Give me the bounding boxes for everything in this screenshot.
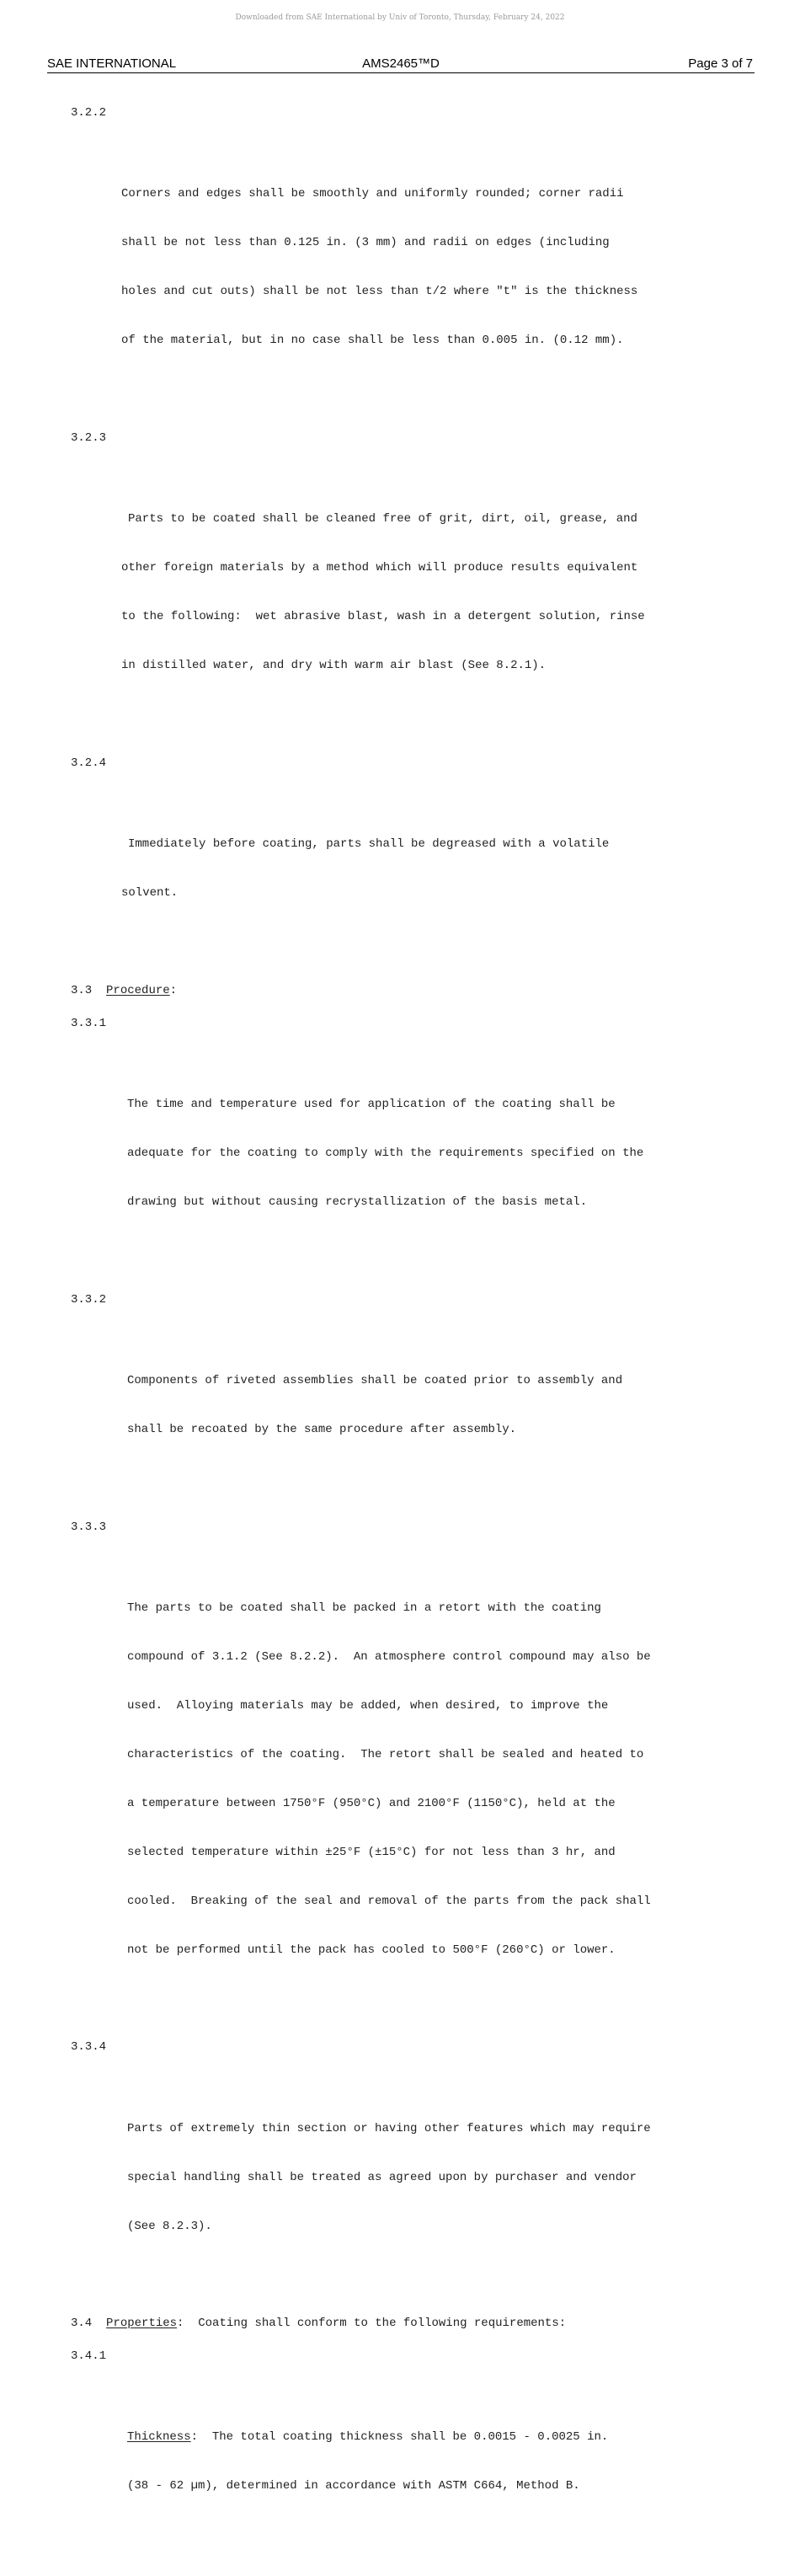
header-document-id: AMS2465™D xyxy=(362,56,440,71)
text-line: in distilled water, and dry with warm air blast (See 8.2.1). xyxy=(121,659,547,673)
text-line: Corners and edges shall be smoothly and uniformly rounded; corner radii xyxy=(121,187,624,201)
text-line: other foreign materials by a method which will produce results equivalent xyxy=(121,561,638,575)
text-line: holes and cut outs) shall be not less than t/2 where "t" is the thickness xyxy=(121,285,638,299)
section-3-2-3 xyxy=(71,430,744,740)
text-line: characteristics of the coating. The retort shall be sealed and heated to xyxy=(127,1747,644,1761)
text-line: solvent. xyxy=(121,886,179,901)
section-number: 3.3.3 xyxy=(71,1520,107,1534)
text-line: Immediately before coating, parts shall be degreased with a volatile xyxy=(128,837,610,852)
section-number: 3.2.4 xyxy=(71,756,107,770)
section-3-3-3 xyxy=(71,1520,744,2023)
section-3-3-4 xyxy=(71,2039,744,2300)
text-line: cooled. Breaking of the seal and removal of the parts from the pack shall xyxy=(127,1894,651,1908)
section-3-3-1 xyxy=(71,1016,744,1276)
header-page-number: Page 3 of 7 xyxy=(688,56,753,71)
section-3-4-1 xyxy=(71,2349,744,2560)
section-number: 3.2.3 xyxy=(71,430,107,445)
section-3-2-2 xyxy=(71,105,744,414)
text-line: a temperature between 1750°F (950°C) and 2100°F (1150°C), held at the xyxy=(127,1796,616,1810)
section-3-4-heading xyxy=(71,2316,744,2332)
section-title-suffix: : xyxy=(169,984,178,998)
section-title: Thickness xyxy=(127,2430,191,2445)
section-number: 3.3.1 xyxy=(71,1016,107,1030)
text-line: (See 8.2.3). xyxy=(127,2219,212,2233)
text-line: The parts to be coated shall be packed in a retort with the coating xyxy=(127,1601,601,1616)
section-number: 3.3.4 xyxy=(71,2040,107,2055)
text-line-rest: : The total coating thickness shall be 0.0015 - 0.0025 in. xyxy=(190,2430,609,2445)
header-organization: SAE INTERNATIONAL xyxy=(47,56,177,71)
download-watermark: Downloaded from SAE International by Univ of Toronto, Thursday, February 24, 2022 xyxy=(235,13,565,22)
text-line: of the material, but in no case shall be less than 0.005 in. (0.12 mm). xyxy=(121,334,624,348)
document-body xyxy=(71,105,744,2576)
section-number: 3.4 xyxy=(71,2317,93,2331)
text-line: shall be not less than 0.125 in. (3 mm) and radii on edges (including xyxy=(121,236,610,250)
section-number: 3.3.2 xyxy=(71,1292,107,1307)
section-3-2-4 xyxy=(71,756,744,967)
text-line: shall be recoated by the same procedure after assembly. xyxy=(127,1423,517,1437)
text-line: not be performed until the pack has cooled to 500°F (260°C) or lower. xyxy=(127,1943,616,1957)
text-line: The time and temperature used for application of the coating shall be xyxy=(127,1098,616,1112)
section-title: Procedure xyxy=(106,984,170,998)
text-line: Parts to be coated shall be cleaned free of grit, dirt, oil, grease, and xyxy=(128,512,637,526)
section-3-3-2 xyxy=(71,1292,744,1504)
text-line: drawing but without causing recrystallization of the basis metal. xyxy=(127,1194,588,1209)
section-title-suffix: : Coating shall conform to the following requirements: xyxy=(177,2317,567,2331)
section-3-3-heading xyxy=(71,983,744,999)
page-header xyxy=(47,56,755,73)
text-line: used. Alloying materials may be added, when desired, to improve the xyxy=(127,1699,609,1713)
section-number: 3.2.2 xyxy=(71,106,107,120)
section-title: Properties xyxy=(106,2317,178,2331)
text-line: Components of riveted assemblies shall be coated prior to assembly and xyxy=(127,1374,623,1388)
text-line: (38 - 62 µm), determined in accordance with ASTM C664, Method B. xyxy=(127,2479,580,2493)
text-line xyxy=(127,2429,744,2445)
text-line: Parts of extremely thin section or having other features which may require xyxy=(127,2121,651,2135)
text-line: to the following: wet abrasive blast, wash in a detergent solution, rinse xyxy=(121,610,645,624)
text-line: compound of 3.1.2 (See 8.2.2). An atmosphere control compound may also be xyxy=(127,1650,651,1665)
section-number: 3.3 xyxy=(71,984,93,998)
text-line: special handling shall be treated as agreed upon by purchaser and vendor xyxy=(127,2170,637,2184)
section-number: 3.4.1 xyxy=(71,2349,107,2363)
text-line: selected temperature within ±25°F (±15°C) for not less than 3 hr, and xyxy=(127,1845,616,1859)
text-line: adequate for the coating to comply with the requirements specified on the xyxy=(127,1146,644,1160)
